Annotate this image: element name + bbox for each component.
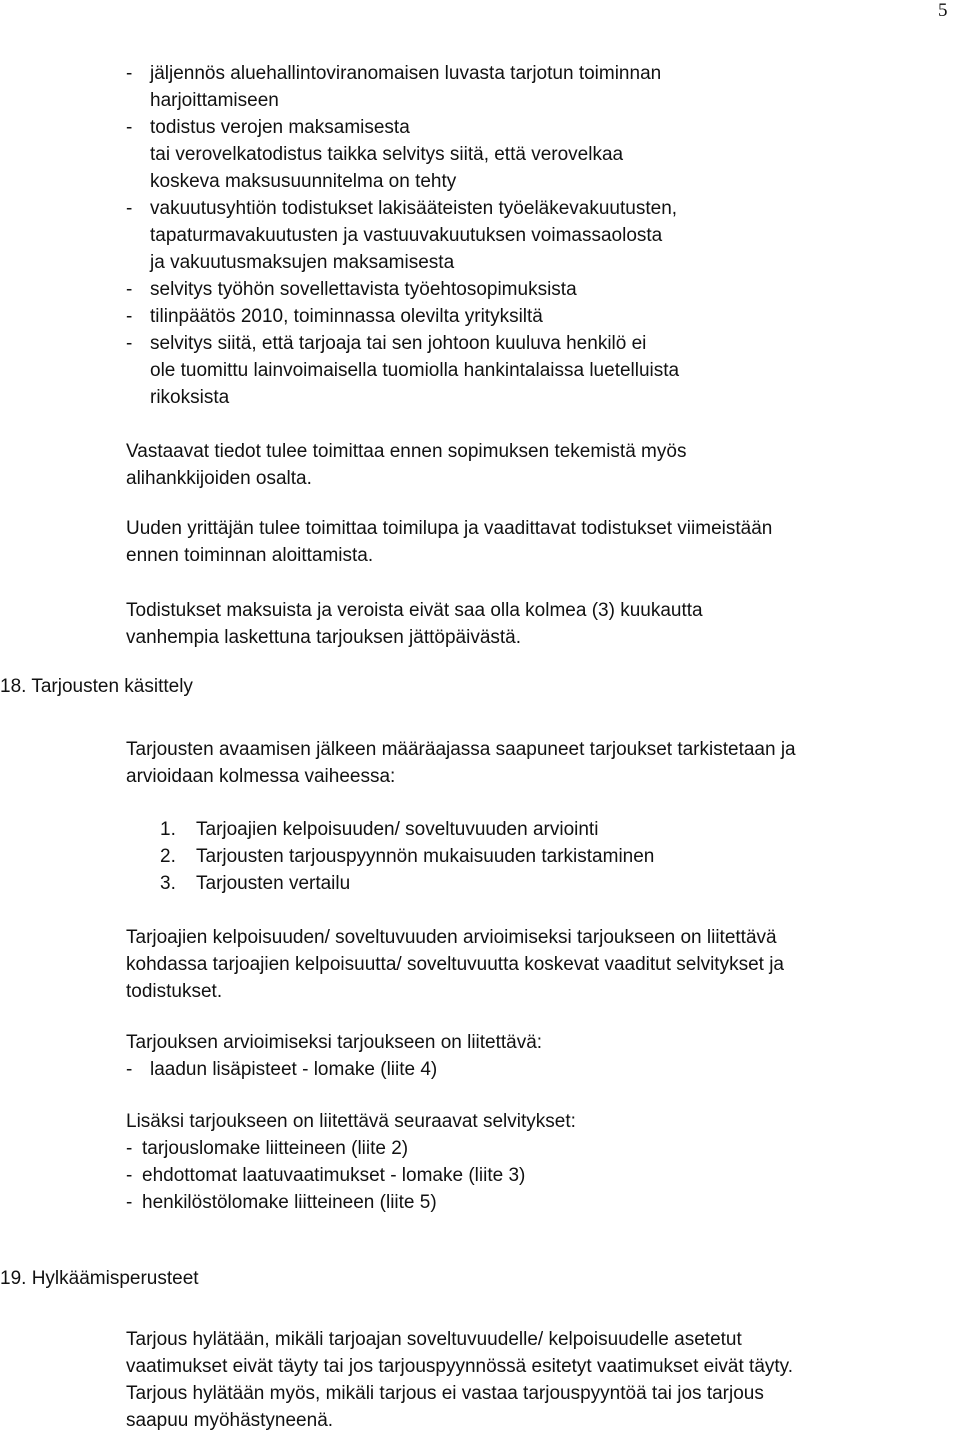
list-item-continuation: ole tuomittu lainvoimaisella tuomiolla hankintalaissa luetelluista [150,360,680,381]
list-item-continuation: tapaturmavakuutusten ja vastuuvakuutuksen voimassaolosta [150,225,663,246]
list-item: - tilinpäätös 2010, toiminnassa olevilta yrityksiltä [126,306,543,327]
list-item-continuation: ja vakuutusmaksujen maksamisesta [150,252,455,273]
section-heading-18: 18. Tarjousten käsittely [0,676,193,697]
page-number: 5 [938,0,948,21]
list-item-continuation: tai verovelkatodistus taikka selvitys siitä, että verovelkaa [150,144,624,165]
list-item: - tarjouslomake liitteineen (liite 2) [126,1138,409,1159]
attachments-block: Tarjouksen arvioimiseksi tarjoukseen on liitettävä: - laadun lisäpisteet - lomake (liite 4) [126,1029,542,1083]
list-item: - selvitys työhön sovellettavista työehtosopimuksista [126,279,577,300]
step-item: 3. Tarjousten vertailu [160,873,351,894]
section-heading-19: 19. Hylkäämisperusteet [0,1268,199,1289]
list-item: - vakuutusyhtiön todistukset lakisääteisten työeläkevakuutusten, [126,198,678,219]
list-item: - henkilöstölomake liitteineen (liite 5) [126,1192,437,1213]
step-item: 2. Tarjousten tarjouspyynnön mukaisuuden tarkistaminen [160,846,655,867]
extra-attachments-block: Lisäksi tarjoukseen on liitettävä seuraavat selvitykset: - tarjouslomake liitteineen (liite 2) - ehdottomat laatuvaatimukset - lomake (liite 3) - henkilöstölomake liitteineen (liite 5) [126,1108,576,1216]
evaluation-steps [160,816,654,897]
paragraph-eligibility: Tarjoajien kelpoisuuden/ soveltuvuuden arvioimiseksi tarjoukseen on liitettävä kohdassa tarjoajien kelpoisuutta/ soveltuvuutta koskevat vaaditut selvitykset ja todistukset. [126,927,784,1002]
paragraph-subcontractors: Vastaavat tiedot tulee toimittaa ennen sopimuksen tekemistä myös alihankkijoiden osalta. [126,441,687,489]
list-item: - jäljennös aluehallintoviranomaisen luvasta tarjotun toiminnan [126,63,662,84]
list-item-continuation: harjoittamiseen [150,90,279,111]
step-item: 1. Tarjoajien kelpoisuuden/ soveltuvuuden arviointi [160,819,599,840]
list-item-continuation: koskeva maksusuunnitelma on tehty [150,171,457,192]
paragraph-new-entrepreneur: Uuden yrittäjän tulee toimittaa toimilupa ja vaadittavat todistukset viimeistään ennen toiminnan aloittamista. [126,518,773,566]
list-item: - todistus verojen maksamisesta [126,117,410,138]
list-item: - ehdottomat laatuvaatimukset - lomake (liite 3) [126,1165,526,1186]
list-item-continuation: rikoksista [150,387,230,408]
list-item: - selvitys siitä, että tarjoaja tai sen johtoon kuuluva henkilö ei [126,333,647,354]
paragraph-certificates-age: Todistukset maksuista ja veroista eivät saa olla kolmea (3) kuukautta vanhempia laskettuna tarjouksen jättöpäivästä. [126,600,703,648]
section19-text: Tarjous hylätään, mikäli tarjoajan soveltuvuudelle/ kelpoisuudelle asetetut vaatimukset eivät täyty tai jos tarjouspyynnössä esitetyt vaatimukset eivät täyty. Tarjous hylätään myös, mikäli tarjous ei vastaa tarjouspyyntöä tai jos tarjous saapuu myöhästyneenä. [126,1329,794,1431]
requirements-list [126,60,679,411]
section18-intro: Tarjousten avaamisen jälkeen määräajassa saapuneet tarjoukset tarkistetaan ja arvioidaan kolmessa vaiheessa: [126,739,796,787]
list-item: - laadun lisäpisteet - lomake (liite 4) [126,1059,438,1080]
